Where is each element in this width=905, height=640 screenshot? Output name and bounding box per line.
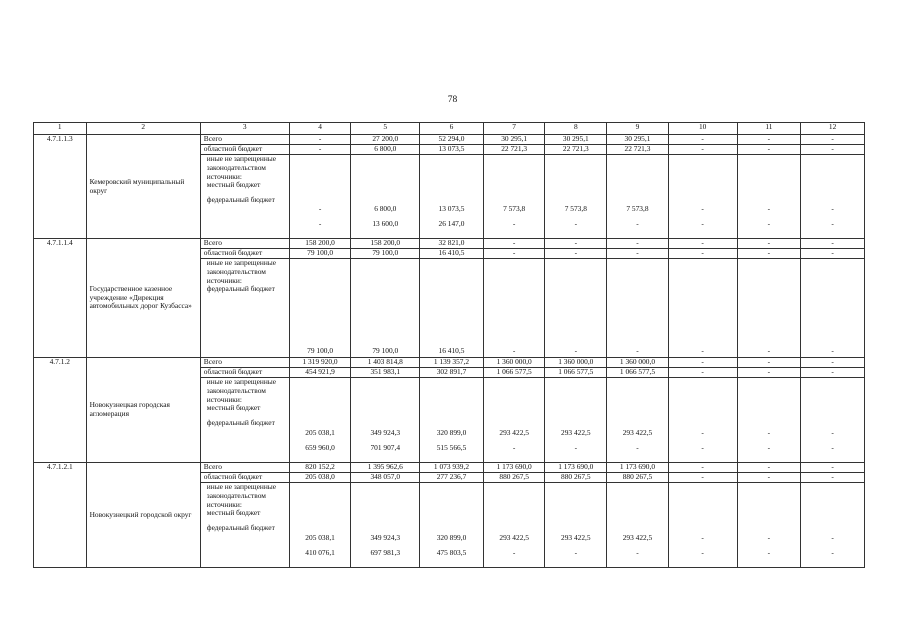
value-cell: -	[607, 239, 669, 249]
value-sub: -	[636, 548, 639, 558]
column-header: 1	[34, 123, 87, 135]
value-stack	[354, 378, 416, 462]
value-cell: 1 066 577,5	[545, 368, 607, 378]
value-sub: 79 100,0	[372, 346, 399, 356]
value-sub: -	[574, 346, 578, 356]
value-cell: 79 100,0	[289, 249, 351, 259]
value-sub: -	[701, 204, 704, 214]
source-sub: иные не запрещенные законодательством источники:	[206, 377, 277, 404]
source-sub: местный бюджет	[206, 403, 261, 413]
value-stack	[487, 155, 542, 238]
source-label: Всего	[200, 239, 289, 249]
value-sub: -	[636, 346, 639, 356]
value-cell	[545, 378, 607, 463]
source-sub: федеральный бюджет	[206, 418, 275, 428]
value-cell: 79 100,0	[351, 249, 420, 259]
source-label: Всего	[200, 463, 289, 473]
value-stack	[548, 378, 603, 462]
value-cell	[801, 378, 865, 463]
value-sub: 205 038,1	[305, 533, 335, 543]
value-stack	[487, 259, 542, 357]
value-cell	[420, 378, 484, 463]
value-stack	[672, 483, 734, 567]
value-sub: -	[574, 443, 578, 453]
value-sub: -	[767, 346, 771, 356]
value-cell: 880 267,5	[483, 473, 545, 483]
value-sub: -	[701, 219, 704, 229]
value-sub: -	[767, 219, 771, 229]
value-cell: 1 066 577,5	[483, 368, 545, 378]
value-sub: -	[574, 219, 578, 229]
column-header: 9	[607, 123, 669, 135]
value-sub: 293 422,5	[561, 428, 591, 438]
value-stack	[672, 378, 734, 462]
value-cell: -	[289, 135, 351, 145]
value-cell: 6 800,0	[351, 145, 420, 155]
value-cell	[351, 378, 420, 463]
source-stack	[204, 155, 286, 238]
column-header: 7	[483, 123, 545, 135]
value-cell: -	[668, 145, 737, 155]
source-sub: местный бюджет	[206, 180, 261, 190]
row-name: Новокузнецкая городская агломерация	[86, 358, 200, 463]
value-cell: 158 200,0	[289, 239, 351, 249]
value-stack	[487, 483, 542, 567]
value-cell	[545, 483, 607, 568]
table-row	[34, 358, 865, 368]
value-stack	[423, 483, 480, 567]
value-sub: 13 073,5	[438, 204, 465, 214]
source-sub: иные не запрещенные законодательством источники:	[206, 154, 277, 181]
value-sub: 293 422,5	[622, 533, 653, 543]
column-header: 5	[351, 123, 420, 135]
value-sub: 320 899,0	[436, 428, 467, 438]
value-sub: -	[318, 219, 322, 229]
value-cell: -	[801, 463, 865, 473]
value-sub: -	[636, 443, 639, 453]
value-stack	[741, 378, 798, 462]
value-sub: -	[701, 346, 704, 356]
source-label: Всего	[200, 135, 289, 145]
value-stack	[672, 155, 734, 238]
value-sub: 7 573,8	[564, 204, 587, 214]
value-stack	[804, 483, 861, 567]
value-cell: 348 057,0	[351, 473, 420, 483]
value-cell	[483, 155, 545, 239]
value-sub: -	[512, 443, 516, 453]
value-stack	[741, 483, 798, 567]
value-cell	[545, 259, 607, 358]
value-cell: 13 073,5	[420, 145, 484, 155]
value-sub: 293 422,5	[499, 428, 529, 438]
value-cell	[420, 155, 484, 239]
column-header: 12	[801, 123, 865, 135]
value-stack	[548, 483, 603, 567]
value-sub: 205 038,1	[305, 428, 335, 438]
value-cell: -	[545, 249, 607, 259]
value-sub: -	[701, 548, 704, 558]
row-name: Государственное казенное учреждение «Дирекция автомобильных дорог Кузбасса»	[86, 239, 200, 358]
value-sub: -	[512, 219, 516, 229]
value-cell: 22 721,3	[545, 145, 607, 155]
value-cell: -	[737, 368, 801, 378]
value-cell	[801, 155, 865, 239]
value-cell	[737, 259, 801, 358]
value-sub: 293 422,5	[561, 533, 591, 543]
value-sub: 349 924,3	[370, 428, 401, 438]
value-cell: 22 721,3	[607, 145, 669, 155]
value-cell: 1 173 690,0	[545, 463, 607, 473]
value-stack	[293, 155, 348, 238]
column-header: 8	[545, 123, 607, 135]
value-stack	[548, 155, 603, 238]
value-cell	[668, 483, 737, 568]
value-sub: 293 422,5	[499, 533, 529, 543]
value-stack	[610, 483, 665, 567]
value-cell	[668, 378, 737, 463]
value-cell	[737, 378, 801, 463]
value-sub: 7 573,8	[626, 204, 649, 214]
source-label	[200, 483, 289, 568]
value-cell	[483, 378, 545, 463]
column-header: 6	[420, 123, 484, 135]
row-code: 4.7.1.1.4	[34, 239, 87, 358]
column-header: 11	[737, 123, 801, 135]
value-stack	[741, 259, 798, 357]
value-sub: 293 422,5	[622, 428, 653, 438]
value-cell: 880 267,5	[545, 473, 607, 483]
value-stack	[804, 378, 861, 462]
value-cell: -	[737, 239, 801, 249]
value-cell	[351, 483, 420, 568]
value-stack	[487, 378, 542, 462]
value-sub: -	[701, 533, 704, 543]
value-cell	[545, 155, 607, 239]
source-sub: иные не запрещенные законодательством источники:	[206, 482, 277, 509]
value-cell: -	[668, 135, 737, 145]
value-cell: 205 038,0	[289, 473, 351, 483]
value-cell	[289, 259, 351, 358]
value-cell: -	[483, 249, 545, 259]
value-cell: -	[668, 473, 737, 483]
value-cell: -	[737, 473, 801, 483]
value-sub: 697 981,3	[370, 548, 401, 558]
value-cell: -	[668, 249, 737, 259]
value-sub: 349 924,3	[370, 533, 401, 543]
value-cell: -	[801, 249, 865, 259]
value-cell: 30 295,1	[607, 135, 669, 145]
value-cell: -	[737, 463, 801, 473]
column-header: 10	[668, 123, 737, 135]
value-cell: -	[737, 358, 801, 368]
value-cell	[737, 483, 801, 568]
source-sub: местный бюджет	[206, 508, 261, 518]
value-cell: -	[668, 368, 737, 378]
value-cell: -	[289, 145, 351, 155]
source-label	[200, 155, 289, 239]
value-sub: 6 800,0	[374, 204, 397, 214]
value-cell: 820 152,2	[289, 463, 351, 473]
value-cell: -	[801, 358, 865, 368]
value-sub: 13 600,0	[372, 219, 399, 229]
value-cell	[801, 483, 865, 568]
column-header: 4	[289, 123, 351, 135]
value-cell: -	[737, 135, 801, 145]
source-label: Всего	[200, 358, 289, 368]
value-cell: 22 721,3	[483, 145, 545, 155]
row-name: Кемеровский муниципальный округ	[86, 135, 200, 239]
source-stack	[204, 259, 286, 357]
value-cell: -	[668, 239, 737, 249]
value-cell: 27 200,0	[351, 135, 420, 145]
value-stack	[804, 259, 861, 357]
value-cell: 1 360 000,0	[607, 358, 669, 368]
value-sub: 320 899,0	[436, 533, 467, 543]
value-cell	[289, 483, 351, 568]
value-sub: 7 573,8	[503, 204, 526, 214]
value-sub: 79 100,0	[307, 346, 334, 356]
value-stack	[423, 259, 480, 357]
value-stack	[293, 378, 348, 462]
value-cell: 1 173 690,0	[483, 463, 545, 473]
value-stack	[354, 483, 416, 567]
value-stack	[354, 259, 416, 357]
value-cell: 1 066 577,5	[607, 368, 669, 378]
source-label: областной бюджет	[200, 368, 289, 378]
column-header: 2	[86, 123, 200, 135]
value-cell	[801, 259, 865, 358]
value-stack	[610, 259, 665, 357]
value-sub: 26 147,0	[438, 219, 465, 229]
value-sub: -	[318, 204, 322, 214]
value-cell: 1 319 920,0	[289, 358, 351, 368]
value-stack	[610, 378, 665, 462]
source-sub: федеральный бюджет	[206, 195, 275, 205]
value-cell: 30 295,1	[483, 135, 545, 145]
header-row	[34, 123, 865, 135]
value-sub: -	[831, 533, 834, 543]
table-body	[34, 135, 865, 568]
value-sub: -	[831, 548, 834, 558]
value-cell: 1 073 939,2	[420, 463, 484, 473]
source-label	[200, 259, 289, 358]
value-cell	[351, 259, 420, 358]
value-cell: 302 891,7	[420, 368, 484, 378]
value-cell: 52 294,0	[420, 135, 484, 145]
value-sub: -	[512, 548, 516, 558]
value-cell: 1 173 690,0	[607, 463, 669, 473]
source-sub: федеральный бюджет	[206, 523, 275, 533]
value-sub: -	[512, 346, 516, 356]
page-number: 78	[447, 95, 458, 105]
value-sub: -	[831, 346, 834, 356]
value-stack	[804, 155, 861, 238]
value-stack	[354, 155, 416, 238]
row-code: 4.7.1.2.1	[34, 463, 87, 568]
value-sub: -	[767, 204, 771, 214]
source-stack	[204, 378, 286, 462]
value-stack	[548, 259, 603, 357]
value-cell: -	[737, 145, 801, 155]
value-sub: -	[767, 443, 771, 453]
value-stack	[610, 155, 665, 238]
budget-table	[33, 122, 865, 568]
value-sub: -	[701, 443, 704, 453]
value-cell	[351, 155, 420, 239]
value-sub: 515 566,5	[436, 443, 467, 453]
value-sub: -	[831, 219, 834, 229]
source-label	[200, 378, 289, 463]
value-stack	[741, 155, 798, 238]
value-stack	[672, 259, 734, 357]
value-sub: -	[767, 548, 771, 558]
value-sub: 16 410,5	[438, 346, 465, 356]
value-cell: -	[801, 145, 865, 155]
source-sub: федеральный бюджет	[206, 284, 275, 294]
value-sub: -	[831, 204, 834, 214]
column-header: 3	[200, 123, 289, 135]
row-name: Новокузнецкий городской округ	[86, 463, 200, 568]
value-cell	[483, 259, 545, 358]
value-cell: 1 360 000,0	[545, 358, 607, 368]
value-cell: 1 403 814,8	[351, 358, 420, 368]
value-cell: 1 139 357,2	[420, 358, 484, 368]
value-cell: 16 410,5	[420, 249, 484, 259]
value-stack	[293, 483, 348, 567]
table-row	[34, 239, 865, 249]
table-row	[34, 463, 865, 473]
value-cell	[668, 259, 737, 358]
value-sub: -	[831, 443, 834, 453]
value-cell: -	[668, 463, 737, 473]
value-stack	[423, 378, 480, 462]
row-code: 4.7.1.1.3	[34, 135, 87, 239]
value-sub: -	[636, 219, 639, 229]
row-code: 4.7.1.2	[34, 358, 87, 463]
value-sub: 659 960,0	[305, 443, 335, 453]
value-sub: -	[767, 533, 771, 543]
value-cell: 277 236,7	[420, 473, 484, 483]
value-cell	[289, 378, 351, 463]
value-sub: 410 076,1	[305, 548, 335, 558]
source-sub: иные не запрещенные законодательством источники:	[206, 258, 277, 285]
value-cell: 1 360 000,0	[483, 358, 545, 368]
value-cell	[668, 155, 737, 239]
source-label: областной бюджет	[200, 249, 289, 259]
table-row	[34, 135, 865, 145]
value-cell	[607, 155, 669, 239]
value-stack	[423, 155, 480, 238]
value-cell: 351 983,1	[351, 368, 420, 378]
value-cell: -	[801, 368, 865, 378]
value-cell: -	[801, 135, 865, 145]
value-cell	[607, 483, 669, 568]
value-cell: -	[737, 249, 801, 259]
value-cell	[289, 155, 351, 239]
value-cell: 1 395 962,6	[351, 463, 420, 473]
value-sub: 475 803,5	[436, 548, 467, 558]
value-cell: -	[545, 239, 607, 249]
value-cell	[420, 259, 484, 358]
value-cell	[483, 483, 545, 568]
value-cell	[420, 483, 484, 568]
value-cell: 158 200,0	[351, 239, 420, 249]
value-cell: -	[483, 239, 545, 249]
value-sub: -	[831, 428, 834, 438]
value-sub: -	[767, 428, 771, 438]
value-sub: 701 907,4	[370, 443, 401, 453]
value-cell: -	[801, 239, 865, 249]
value-cell: 454 921,9	[289, 368, 351, 378]
value-cell: -	[668, 358, 737, 368]
value-cell: -	[607, 249, 669, 259]
value-cell: 32 821,0	[420, 239, 484, 249]
source-stack	[204, 483, 286, 567]
source-label: областной бюджет	[200, 473, 289, 483]
value-cell: -	[801, 473, 865, 483]
value-sub: -	[701, 428, 704, 438]
value-cell	[607, 259, 669, 358]
value-cell	[607, 378, 669, 463]
value-stack	[293, 259, 348, 357]
value-cell: 880 267,5	[607, 473, 669, 483]
value-sub: -	[574, 548, 578, 558]
value-cell: 30 295,1	[545, 135, 607, 145]
value-cell	[737, 155, 801, 239]
source-label: областной бюджет	[200, 145, 289, 155]
